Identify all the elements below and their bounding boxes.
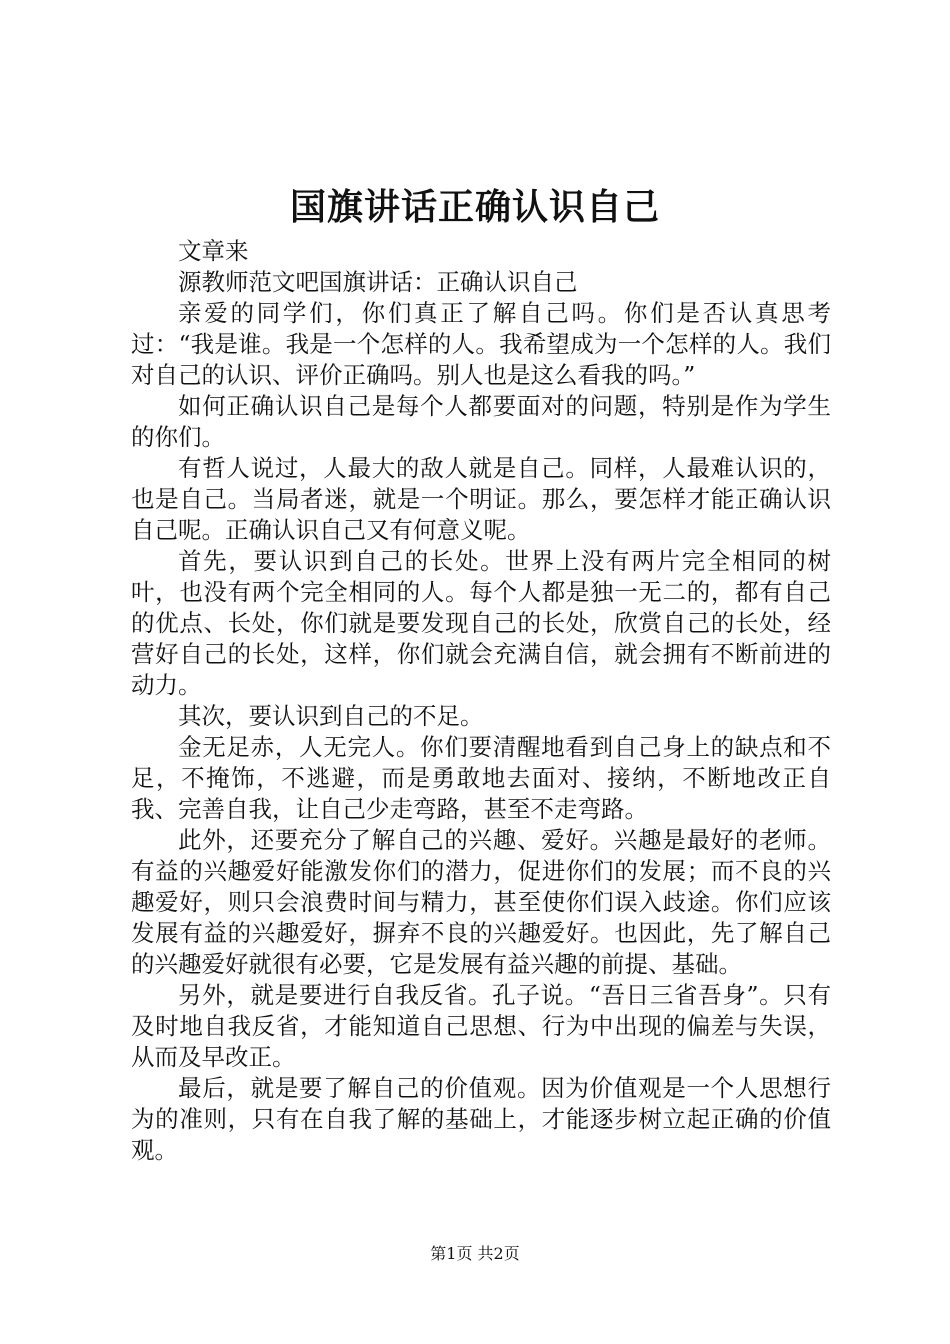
paragraph: 金无足赤，人无完人。你们要清醒地看到自己身上的缺点和不足，不掩饰，不逃避，而是勇敢地去面对、接纳，不断地改正自我、完善自我，让自己少走弯路，甚至不走弯路。 xyxy=(131,733,831,823)
page-footer: 第1页 共2页 xyxy=(430,1244,520,1263)
paragraph: 此外，还要充分了解自己的兴趣、爱好。兴趣是最好的老师。有益的兴趣爱好能激发你们的潜力，促进你们的发展；而不良的兴趣爱好，则只会浪费时间与精力，甚至使你们误入歧途。你们应该发展有益的兴趣爱好，摒弃不良的兴趣爱好。也因此，先了解自己的兴趣爱好就很有必要，它是发展有益兴趣的前提、基础。 xyxy=(131,826,831,978)
paragraph: 另外，就是要进行自我反省。孔子说。“吾日三省吾身”。只有及时地自我反省，才能知道自己思想、行为中出现的偏差与失误，从而及早改正。 xyxy=(131,981,831,1071)
paragraph: 文章来 xyxy=(178,237,249,265)
paragraph: 最后，就是要了解自己的价值观。因为价值观是一个人思想行为的准则，只有在自我了解的基础上，才能逐步树立起正确的价值观。 xyxy=(131,1074,831,1164)
paragraph: 如何正确认识自己是每个人都要面对的问题，特别是作为学生的你们。 xyxy=(131,392,831,451)
paragraph: 有哲人说过，人最大的敌人就是自己。同样，人最难认识的，也是自己。当局者迷，就是一个明证。那么，要怎样才能正确认识自己呢。正确认识自己又有何意义呢。 xyxy=(131,454,831,544)
paragraph: 源教师范文吧国旗讲话：正确认识自己 xyxy=(178,268,578,296)
paragraph: 首先，要认识到自己的长处。世界上没有两片完全相同的树叶，也没有两个完全相同的人。每个人都是独一无二的，都有自己的优点、长处，你们就是要发现自己的长处，欣赏自己的长处，经营好自己的长处，这样，你们就会充满自信，就会拥有不断前进的动力。 xyxy=(131,547,831,699)
document-title: 国旗讲话正确认识自己 xyxy=(289,186,660,228)
paragraph: 亲爱的同学们，你们真正了解自己吗。你们是否认真思考过：“我是谁。我是一个怎样的人。我希望成为一个怎样的人。我们对自己的认识、评价正确吗。别人也是这么看我的吗。” xyxy=(131,299,831,389)
paragraph: 其次，要认识到自己的不足。 xyxy=(178,702,484,730)
document-body xyxy=(131,236,831,1166)
